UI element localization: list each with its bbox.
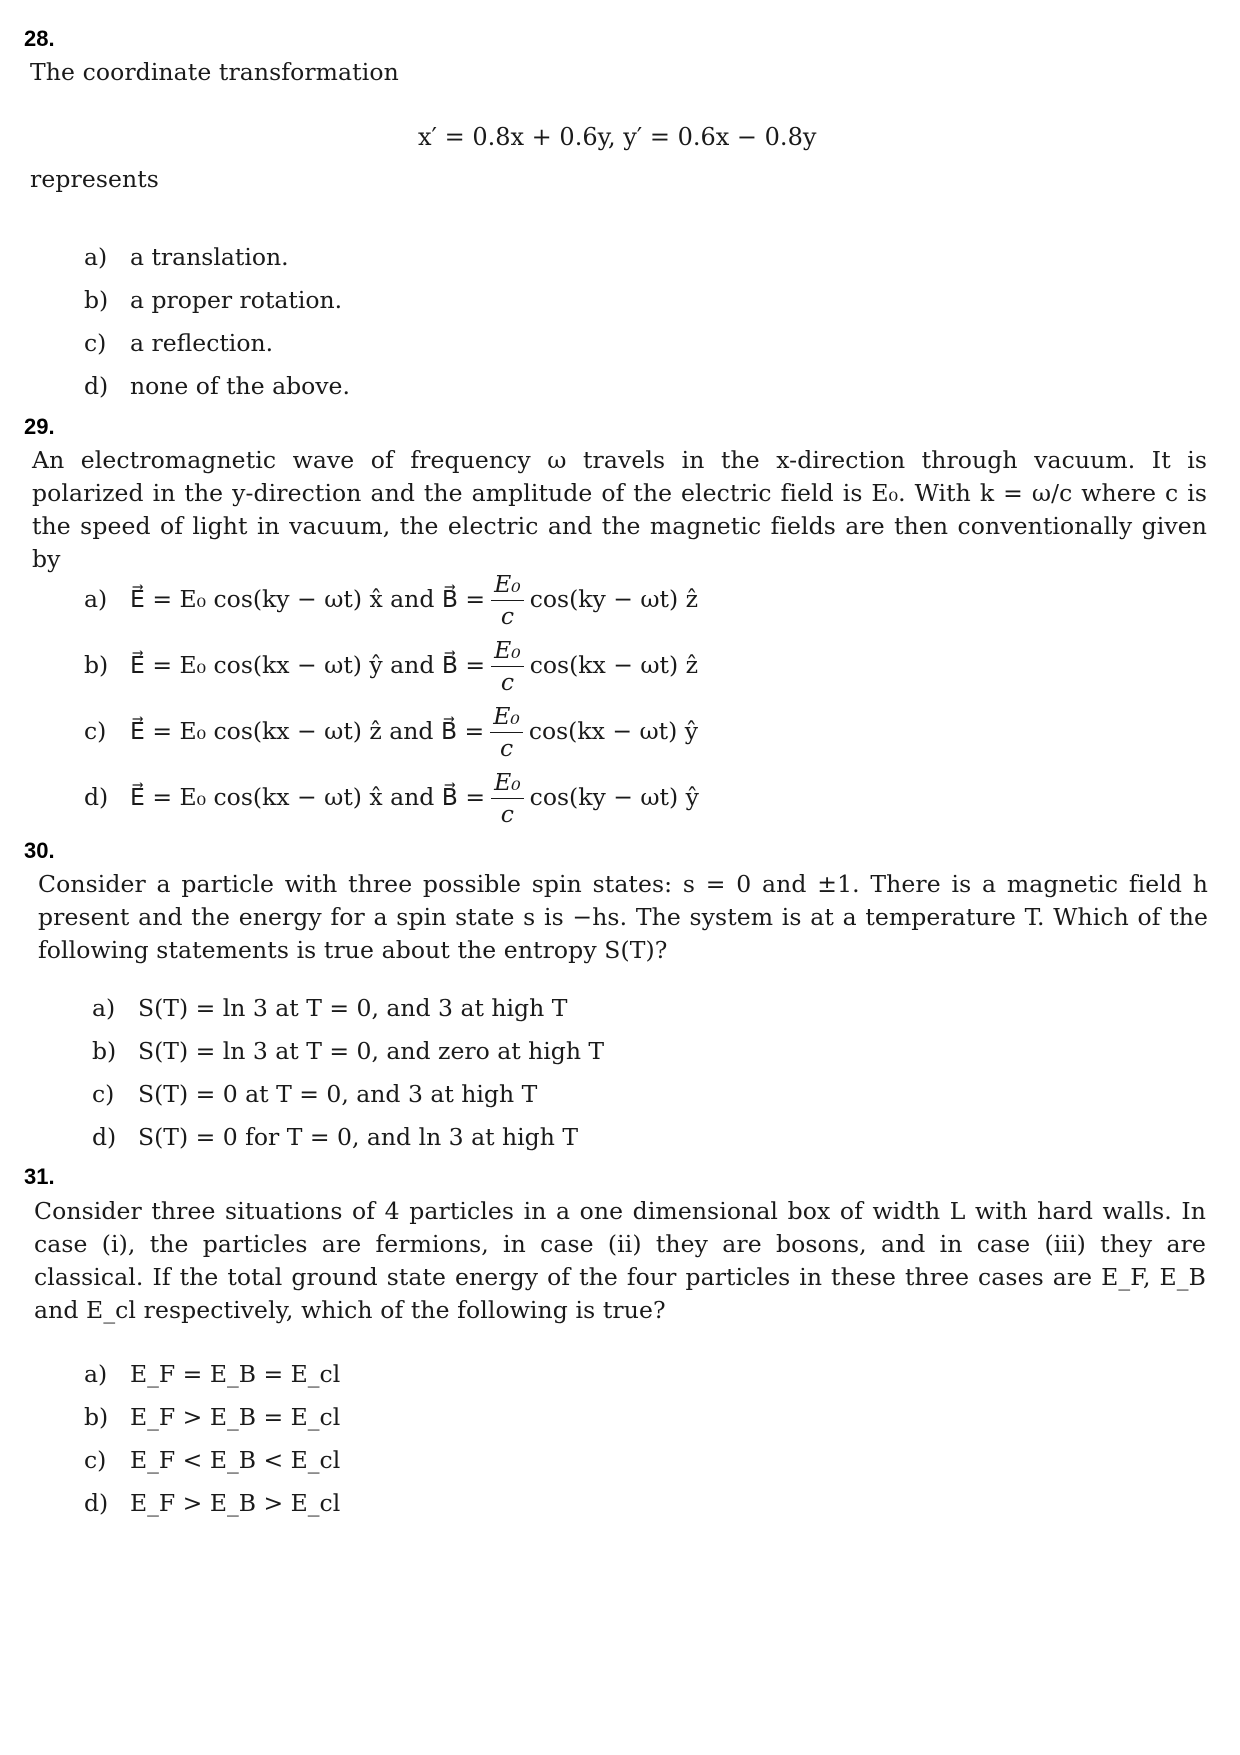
option-lhs: E⃗ = E₀ cos(kx − ωt) ŷ and B⃗ = xyxy=(130,651,486,679)
option-text: a reflection. xyxy=(130,329,274,357)
question-30-number: 30. xyxy=(24,838,55,863)
question-30-option-b[interactable] xyxy=(92,1030,604,1073)
question-30-option-c[interactable] xyxy=(92,1073,604,1116)
option-label: c) xyxy=(84,717,107,745)
question-31-option-d[interactable] xyxy=(84,1482,340,1525)
question-29-text: An electromagnetic wave of frequency ω travels in the x-direction through vacuum. It is polarized in the y-direction and the amplitude of the electric field is E₀. With k = ω/c where c is the speed of light in vacuum, the electric and the magnetic fields are then conventionally given by xyxy=(32,446,1207,573)
option-label: b) xyxy=(84,286,109,314)
question-29-options xyxy=(84,566,699,830)
question-29-option-d[interactable] xyxy=(84,764,699,830)
question-28-formula: x′ = 0.8x + 0.6y, y′ = 0.6x − 0.8y xyxy=(418,123,817,151)
question-31-options xyxy=(84,1353,340,1525)
question-30-options xyxy=(92,987,604,1159)
fraction-numerator: E₀ xyxy=(491,573,524,601)
question-31-option-c[interactable] xyxy=(84,1439,340,1482)
option-label: a) xyxy=(84,1360,108,1388)
option-label: d) xyxy=(84,372,109,400)
option-text: S(T) = ln 3 at T = 0, and zero at high T xyxy=(138,1037,605,1065)
option-label: c) xyxy=(84,329,107,357)
question-30-option-d[interactable] xyxy=(92,1116,604,1159)
fraction-numerator: E₀ xyxy=(491,639,524,667)
option-label: c) xyxy=(92,1080,115,1108)
option-text: E_F < E_B < E_cl xyxy=(130,1446,341,1474)
option-text: S(T) = ln 3 at T = 0, and 3 at high T xyxy=(138,994,568,1022)
question-31-option-b[interactable] xyxy=(84,1396,340,1439)
option-label: c) xyxy=(84,1446,107,1474)
fraction-denominator: c xyxy=(499,733,514,762)
option-text: E_F > E_B = E_cl xyxy=(130,1403,341,1431)
fraction xyxy=(491,636,524,696)
option-label: b) xyxy=(84,1403,109,1431)
option-lhs: E⃗ = E₀ cos(kx − ωt) x̂ and B⃗ = xyxy=(130,783,486,811)
fraction-numerator: E₀ xyxy=(490,705,523,733)
question-30-option-a[interactable] xyxy=(92,987,604,1030)
question-29-option-b[interactable] xyxy=(84,632,699,698)
question-28-option-a[interactable] xyxy=(84,236,350,279)
option-text: a translation. xyxy=(130,243,289,271)
option-text: E_F = E_B = E_cl xyxy=(130,1360,341,1388)
fraction-denominator: c xyxy=(500,601,514,630)
option-text: E_F > E_B > E_cl xyxy=(130,1489,341,1517)
option-text: S(T) = 0 for T = 0, and ln 3 at high T xyxy=(138,1123,579,1151)
question-28-option-c[interactable] xyxy=(84,322,350,365)
option-text: none of the above. xyxy=(130,372,350,400)
option-label: a) xyxy=(92,994,116,1022)
question-28-options xyxy=(84,236,350,408)
option-label: d) xyxy=(92,1123,117,1151)
option-rhs: cos(kx − ωt) ẑ xyxy=(529,651,698,679)
fraction-denominator: c xyxy=(500,667,514,696)
question-28-text: The coordinate transformation xyxy=(30,58,399,86)
question-31-number: 31. xyxy=(24,1164,55,1189)
fraction-denominator: c xyxy=(500,799,514,828)
fraction xyxy=(491,768,524,828)
fraction xyxy=(490,702,523,762)
question-29-option-a[interactable] xyxy=(84,566,699,632)
option-label: d) xyxy=(84,1489,109,1517)
option-label: b) xyxy=(84,651,109,679)
question-28-option-d[interactable] xyxy=(84,365,350,408)
question-28-number: 28. xyxy=(24,26,55,51)
option-rhs: cos(kx − ωt) ŷ xyxy=(528,717,698,745)
option-lhs: E⃗ = E₀ cos(ky − ωt) x̂ and B⃗ = xyxy=(130,585,486,613)
question-28-after-text: represents xyxy=(30,165,159,193)
question-29-option-c[interactable] xyxy=(84,698,699,764)
question-31-option-a[interactable] xyxy=(84,1353,340,1396)
fraction xyxy=(491,570,524,630)
option-label: d) xyxy=(84,783,109,811)
option-label: a) xyxy=(84,243,108,271)
option-rhs: cos(ky − ωt) ẑ xyxy=(529,585,699,613)
fraction-numerator: E₀ xyxy=(491,771,524,799)
question-31-text: Consider three situations of 4 particles in a one dimensional box of width L with hard walls. In case (i), the particles are fermions, in case (ii) they are bosons, and in case (iii) they are classical. If the total ground state energy of the four particles in these three cases are E_F, E_B and E_cl respectively, which of the following is true? xyxy=(34,1197,1206,1324)
option-text: a proper rotation. xyxy=(130,286,343,314)
option-text: S(T) = 0 at T = 0, and 3 at high T xyxy=(138,1080,538,1108)
question-28-option-b[interactable] xyxy=(84,279,350,322)
option-label: b) xyxy=(92,1037,117,1065)
option-label: a) xyxy=(84,585,108,613)
option-lhs: E⃗ = E₀ cos(kx − ωt) ẑ and B⃗ = xyxy=(130,717,485,745)
question-30-text: Consider a particle with three possible spin states: s = 0 and ±1. There is a magnetic field h present and the energy for a spin state s is −hs. The system is at a temperature T. Which of the following statements is true about the entropy S(T)? xyxy=(38,870,1208,964)
question-29-number: 29. xyxy=(24,414,55,439)
option-rhs: cos(ky − ωt) ŷ xyxy=(529,783,699,811)
